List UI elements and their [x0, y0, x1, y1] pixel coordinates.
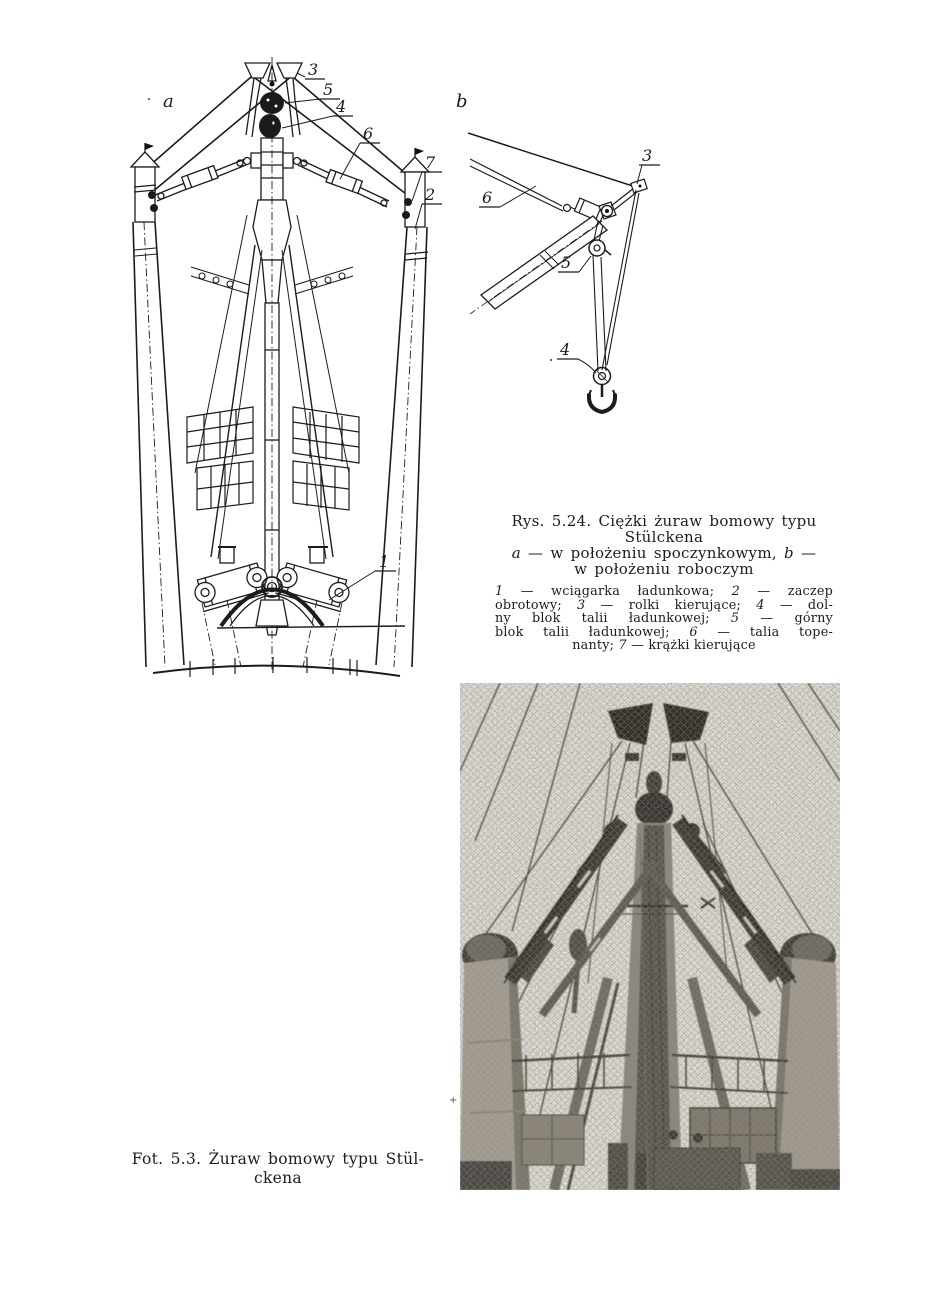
- diagram-a-crane-rest: [105, 55, 455, 690]
- legend-line-1: 1 — wciągarka ładunkowa; 2 — zaczep: [495, 584, 834, 599]
- caption-title-line2: Stülckena: [624, 528, 704, 546]
- photo-caption-fot-5-3: [110, 1150, 446, 1188]
- figure-caption-rys-5-24: [490, 513, 838, 653]
- part-label-7: 7: [425, 153, 436, 172]
- scan-dot-artifact: [148, 98, 150, 100]
- caption-italic-b: b: [783, 544, 794, 562]
- perforated-strip-right: [295, 267, 353, 294]
- lower-block: [259, 114, 281, 138]
- part-label-2: 2: [425, 185, 436, 204]
- diagram-a-drawing: [131, 57, 442, 677]
- caption-italic-a: a: [511, 544, 521, 562]
- caption-subtitle-line1: [490, 545, 838, 561]
- topping-tackle-left: [155, 159, 246, 201]
- diagram-a-label: a: [163, 91, 174, 112]
- caption-sub-text-2: —: [793, 544, 817, 562]
- photo-caption-line2: ckena: [254, 1169, 302, 1187]
- lower-cargo-block-hook: [589, 368, 615, 413]
- part-label-5: 5: [323, 80, 334, 99]
- legend-line-2: obrotowy; 3 — rolki kierujące; 4 — dol-: [495, 597, 833, 613]
- topping-tackle-right: [298, 159, 389, 207]
- scan-artifact-plus: +: [449, 1095, 458, 1106]
- lattice-cradle-right: [293, 407, 359, 510]
- photo-caption-line1: Fot. 5.3. Żuraw bomowy typu Stül-: [131, 1150, 425, 1168]
- part-label-b4: 4: [560, 340, 571, 359]
- part-label-b3: 3: [642, 146, 653, 165]
- part-label-6: 6: [363, 124, 374, 143]
- legend-line-4: blok talii ładunkowej; 6 — talia tope-: [495, 624, 833, 640]
- photo-crane-stuelcken: [460, 683, 840, 1190]
- deck-line: [153, 657, 400, 677]
- diagram-b-drawing: [468, 133, 660, 412]
- diagram-b-crane-working: [450, 85, 740, 415]
- part-label-b6: 6: [482, 188, 493, 207]
- part-label-1: 1: [379, 552, 390, 571]
- photo-grain: [460, 683, 840, 1190]
- perforated-strip-left: [191, 267, 249, 294]
- legend-line-3: ny blok talii ładunkowej; 5 — górny: [495, 611, 833, 627]
- kingpost-left: [133, 222, 184, 667]
- diagram-b-label: b: [456, 91, 468, 112]
- kingpost-right: [376, 227, 427, 667]
- caption-subtitle-line2: w położeniu roboczym: [574, 560, 754, 578]
- part-label-3: 3: [308, 60, 319, 79]
- masthead-left: [131, 143, 159, 222]
- caption-title-line1: Rys. 5.24. Ciężki żuraw bomowy typu: [511, 512, 817, 530]
- figure-legend: [495, 585, 833, 653]
- part-label-4: 4: [336, 97, 347, 116]
- caption-sub-text-1: — w położeniu spoczynkowym,: [520, 544, 784, 562]
- part-label-b5: 5: [561, 253, 572, 272]
- boom: [470, 216, 607, 314]
- legend-line-5: nanty; 7 — krążki kierujące: [572, 638, 756, 654]
